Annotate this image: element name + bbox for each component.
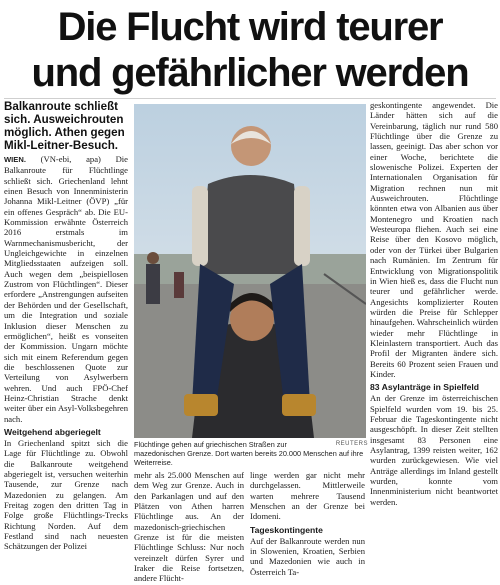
- lead-text: (VN-ebi, apa) Die Balkanroute für Flüchtlinge schließt sich. Griechenland lehnt einen Besuch von Innenministerin Johanna Mikl-Leitner (ÖVP) „für ein offenes Gespräch“ ab. Die EU-Kommission erwähnte Österreich 2016 erstmals im Warnmechanismusbericht, der Ungleichgewichte in einzelnen Mitgliedsstaaten aufzeigen soll. Auch wegen dem „beispiellosen Zustrom von Flüchtlingen“. Dieser erfordere „Anstrengungen aufseiten der Behörden und der Gesellschaft, um die Integration und soziale Inklusion dieser Menschen zu ermöglichen“, heißt es vonseiten der Kommission. Ungarn möchte sich mit einem Referendum gegen die beschlossenen Quote zur Verteilung von Asylwerbern wehren. Und auch FPÖ-Chef Heinz-Christian Strache denkt weiter über ein Asyl-Volksbegehren nach.: [4, 154, 128, 424]
- paragraph-spielfeld: An der Grenze im österreichischen Spielfeld wurden vom 19. bis 25. Februar die Tageskontingente nicht ausgeschöpft. In dieser Zeit stellten insgesamt 83 Personen eine Asylantrag, 1399 reisten weiter, 162 wurden zurückgewiesen. Wie viel Anträge allerdings im Inland gestellt wurden, konnte vom Innenministerium nicht beantwortet werden.: [370, 393, 498, 507]
- news-photo: [134, 104, 366, 438]
- paragraph-ausweichrouten: geskontingente angewendet. Die Länder hätten sich auf die Vereinbarung, täglich nur rund 580 Flüchtlinge über die Grenze zu lassen, geeinigt. Das aber schon vor einer Woche, berichtete die slowenische Polizei. Experten der Internationalen Organisation für Migration rechnen nun mit Ausweichrouten. Flüchtlinge könnten etwa von Albanien aus über Montenegro und Kroatien nach Westeuropa fliehen. Auch sei eine Reise über den Kosovo möglich, oder von der Türkei über Bulgarien nach Rumänien. Im Zentrum für Entwicklung von Migrationspolitik in Wien hieß es, dass die Flucht nun teurer und gefährlicher werde. Angesichts komplizierter Routen würden die Preise für Schlepper hinaufgehen. Wahrscheinlich würden wieder mehr Flüchtlinge in Kleinlastern transportiert. Auch das Profil der Migranten ändere sich. Bereits 60 Prozent seien Frauen und Kinder.: [370, 100, 498, 379]
- paragraph-idomeni: linge werden gar nicht mehr durchgelassen. Mittlerweile warten mehrere Tausend Menschen an der Grenze bei Idomeni.: [250, 470, 365, 522]
- paragraph-greece: In Griechenland spitzt sich die Lage für Flüchtlinge zu. Obwohl die Balkanroute weitgehend abgeriegelt ist, versuchen weiterhin Tausende, zur Grenze nach Mazedonien zu gelangen. Am Freitag zogen den dritten Tag in Folge große Flüchtlings-Trecks Richtung Norden. Auf dem Festland sind nach neuesten Schätzungen der Polizei: [4, 437, 128, 552]
- photo-credit: REUTERS: [335, 441, 368, 447]
- paragraph-column-2: mehr als 25.000 Menschen auf dem Weg zur Grenze. Auch in den Parkanlagen und auf den Plätzen von Athen harren Flüchtlinge aus. An der mazedonisch-griechischen Grenze ist für die meisten Flüchtlinge Schluss: Nur noch vereinzelt dürfen Syrer und Iraker die Reise fortsetzen, andere Flücht-: [134, 470, 244, 584]
- lead-paragraph: [4, 154, 128, 424]
- crosshead-tageskontingente: Tageskontingente: [250, 524, 323, 535]
- article-column-1: [4, 100, 128, 582]
- paragraph-balkanroute: Auf der Balkanroute werden nun in Slowenien, Kroatien, Serbien und Mazedonien wie auch in Österreich Ta-: [250, 535, 365, 577]
- crosshead-weitgehend: Weitgehend abgeriegelt: [4, 426, 101, 437]
- refugee-photo-illustration: [134, 104, 366, 438]
- headline: [0, 0, 500, 102]
- caption-text: Flüchtlinge gehen auf griechischen Straßen zur mazedonischen Grenze. Dort warten bereits 20.000 Menschen auf ihre Weiterreise.: [134, 440, 364, 467]
- article-column-3: [250, 470, 365, 577]
- headline-line-2: und gefährlicher werden: [31, 51, 469, 95]
- article-column-4: [370, 100, 498, 582]
- subheadline: Balkanroute schließt sich. Ausweichrouten möglich. Athen gegen Mikl-Leitner-Besuch.: [4, 100, 125, 152]
- dateline: WIEN.: [4, 155, 26, 164]
- headline-line-1: Die Flucht wird teurer: [57, 5, 443, 49]
- crosshead-spielfeld: 83 Asylanträge in Spielfeld: [370, 382, 480, 393]
- headline-rule: [4, 98, 496, 99]
- article-column-2: [134, 470, 244, 584]
- photo-caption: [134, 440, 368, 467]
